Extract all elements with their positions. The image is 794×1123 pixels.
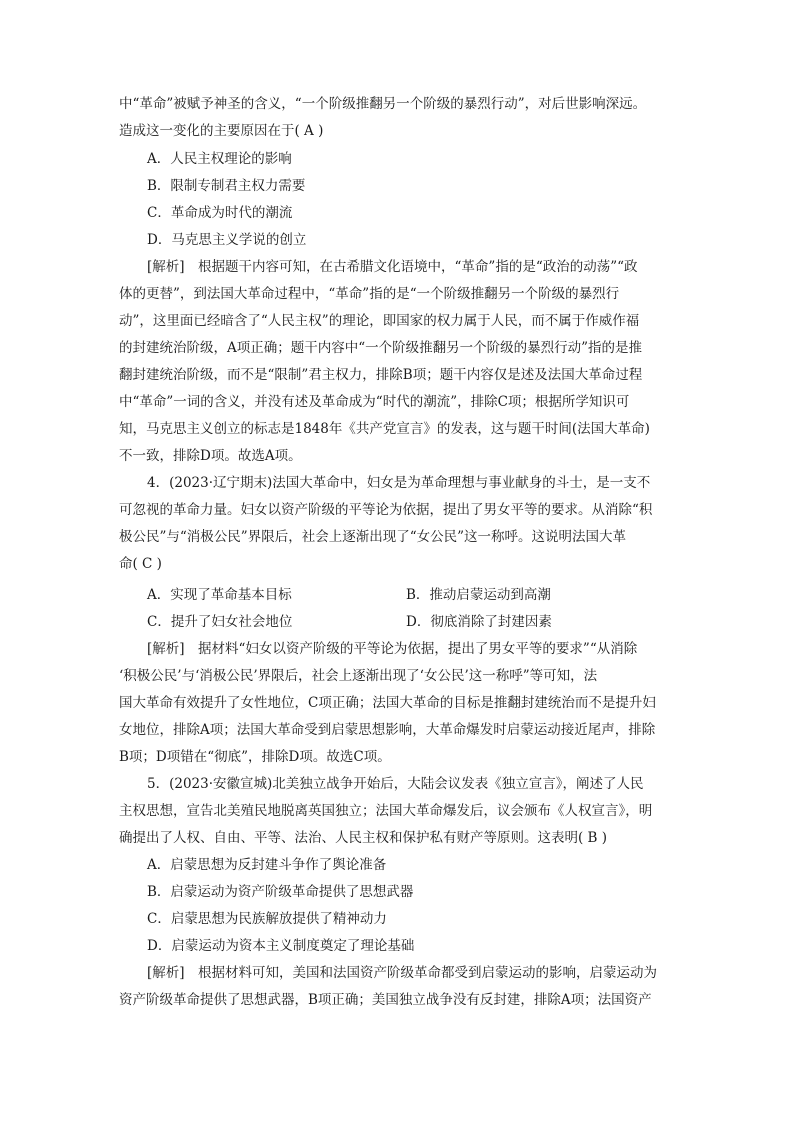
question-4-stem: 4．(2023·辽宁期末)法国大革命中，妇女是为革命理想与事业献身的斗士，是一支不 <box>147 475 651 491</box>
option-a: A．实现了革命基本目标 <box>147 587 292 603</box>
analysis-line: [解析] 根据题干内容可知，在古希腊文化语境中，“革命”指的是“政治的动荡”“政 <box>147 259 638 275</box>
option-c: C．启蒙思想为民族解放提供了精神动力 <box>147 911 387 927</box>
option-c: C．提升了妇女社会地位 <box>147 614 293 630</box>
analysis-line: 翻封建统治阶级，而不是“限制”君主权力，排除B项；题干内容仅是述及法国大革命过程 <box>119 367 643 383</box>
option-d: D．启蒙运动为资本主义制度奠定了理论基础 <box>147 938 415 954</box>
question-4-stem: 命( C ) <box>119 556 162 572</box>
option-b: B．启蒙运动为资产阶级革命提供了思想武器 <box>147 884 414 900</box>
option-b: B．推动启蒙运动到高潮 <box>406 587 551 603</box>
option-d: D．彻底消除了封建因素 <box>406 614 552 630</box>
analysis-line: ‘积极公民’与‘消极公民’界限后，社会上逐渐出现了‘女公民’这一称呼”等可知，法 <box>119 668 598 684</box>
analysis-line: 女地位，排除A项；法国大革命受到启蒙思想影响，大革命爆发时启蒙运动接近尾声，排除 <box>119 722 656 738</box>
analysis-line: B项；D项错在“彻底”，排除D项。故选C项。 <box>119 749 391 765</box>
question-stem-end: 造成这一变化的主要原因在于( A ) <box>119 123 324 139</box>
text-line: 中“革命”被赋予神圣的含义，“一个阶级推翻另一个阶级的暴烈行动”，对后世影响深远。 <box>119 96 647 112</box>
question-4-stem: 极公民”与“消极公民”界限后，社会上逐渐出现了“女公民”这一称呼。这说明法国大革 <box>119 529 627 545</box>
question-5-stem: 确提出了人权、自由、平等、法治、人民主权和保护私有财产等原则。这表明( B ) <box>119 830 608 846</box>
analysis-line: 中“革命”一词的含义，并没有述及革命成为“时代的潮流”，排除C项；根据所学知识可 <box>119 394 630 410</box>
option-b: B．限制专制君主权力需要 <box>147 178 306 194</box>
option-d: D．马克思主义学说的创立 <box>147 232 307 248</box>
analysis-line: [解析] 据材料“妇女以资产阶级的平等论为依据，提出了男女平等的要求”“从消除 <box>147 641 638 657</box>
analysis-line: 体的更替”，到法国大革命过程中，“革命”指的是“一个阶级推翻另一个阶级的暴烈行 <box>119 286 620 302</box>
analysis-line: 知，马克思主义创立的标志是1848年《共产党宣言》的发表，这与题干时间(法国大革命) <box>119 421 650 437</box>
analysis-line: 的封建统治阶级，A项正确；题干内容中“一个阶级推翻另一个阶级的暴烈行动”指的是推 <box>119 340 643 356</box>
option-c: C．革命成为时代的潮流 <box>147 205 293 221</box>
option-a: A．启蒙思想为反封建斗争作了舆论准备 <box>147 857 387 873</box>
question-4-stem: 可忽视的革命力量。妇女以资产阶级的平等论为依据，提出了男女平等的要求。从消除“积 <box>119 502 653 518</box>
analysis-line: 不一致，排除D项。故选A项。 <box>119 448 302 464</box>
analysis-line: 动”，这里面已经暗含了“人民主权”的理论，即国家的权力属于人民，而不属于作威作福 <box>119 313 640 329</box>
question-5-stem: 5．(2023·安徽宣城)北美独立战争开始后，大陆会议发表《独立宣言》，阐述了人民 <box>147 776 644 792</box>
analysis-line: 国大革命有效提升了女性地位，C项正确；法国大革命的目标是推翻封建统治而不是提升妇 <box>119 695 656 711</box>
option-a: A．人民主权理论的影响 <box>147 151 292 167</box>
question-5-stem: 主权思想，宣告北美殖民地脱离英国独立；法国大革命爆发后，议会颁布《人权宣言》，明 <box>119 803 653 819</box>
analysis-line: [解析] 根据材料可知，美国和法国资产阶级革命都受到启蒙运动的影响，启蒙运动为 <box>147 965 658 981</box>
analysis-line: 资产阶级革命提供了思想武器，B项正确；美国独立战争没有反封建，排除A项；法国资产 <box>119 992 652 1008</box>
